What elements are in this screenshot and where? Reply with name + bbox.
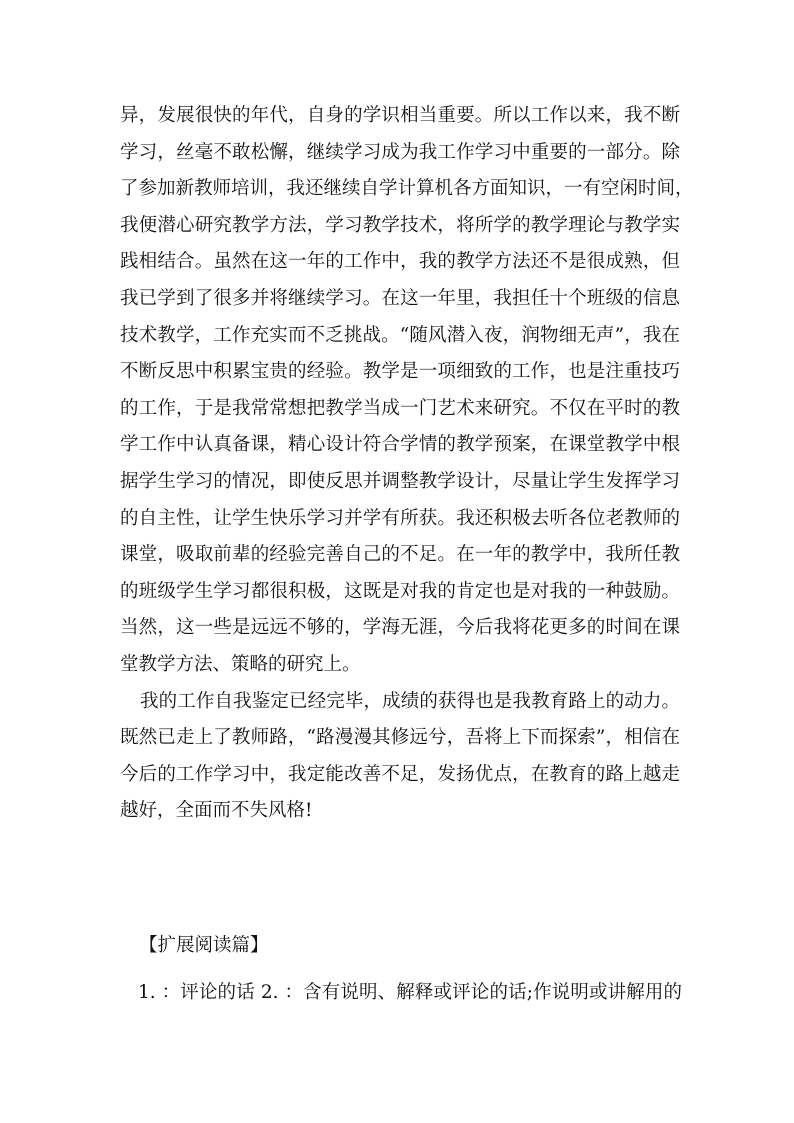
paragraph-1-line: 学习，丝毫不敢松懈，继续学习成为我工作学习中重要的一部分。除: [120, 141, 680, 163]
paragraph-2-line: 我的工作自我鉴定已经完毕，成绩的获得也是我教育路上的动力。: [140, 690, 680, 712]
paragraph-1-line: 学工作中认真备课，精心设计符合学情的教学预案，在课堂教学中根: [120, 434, 680, 456]
paragraph-1-line: 技术教学，工作充实而不乏挑战。“随风潜入夜，润物细无声”，我在: [120, 324, 680, 346]
paragraph-2-line: 今后的工作学习中，我定能改善不足，发扬优点，在教育的路上越走: [120, 763, 680, 785]
paragraph-2-line: 既然已走上了教师路，“路漫漫其修远兮，吾将上下而探索”，相信在: [120, 727, 680, 749]
paragraph-1-line: 我便潜心研究教学方法，学习教学技术，将所学的教学理论与教学实: [120, 214, 680, 236]
paragraph-1-line: 堂教学方法、策略的研究上。: [120, 653, 361, 675]
extended-reading-heading: 【扩展阅读篇】: [139, 935, 269, 956]
paragraph-1-line: 据学生学习的情况，即使反思并调整教学设计，尽量让学生发挥学习: [120, 470, 680, 492]
definition-list-line: 1. ：评论的话 2. ：含有说明、解释或评论的话;作说明或讲解用的: [138, 982, 682, 1003]
paragraph-1-line: 了参加新教师培训，我还继续自学计算机各方面知识，一有空闲时间，: [120, 178, 694, 200]
paragraph-1-line: 的自主性，让学生快乐学习并学有所获。我还积极去听各位老教师的: [120, 507, 680, 529]
paragraph-1-line: 异，发展很快的年代，自身的学识相当重要。所以工作以来，我不断: [120, 105, 680, 126]
paragraph-1-line: 课堂，吸取前辈的经验完善自己的不足。在一年的教学中，我所任教: [120, 544, 680, 566]
paragraph-1-line: 当然，这一些是远远不够的，学海无涯，今后我将花更多的时间在课: [120, 617, 680, 639]
paragraph-1-line: 不断反思中积累宝贵的经验。教学是一项细致的工作，也是注重技巧: [120, 361, 680, 383]
body-text: [120, 98, 694, 830]
paragraph-1-line: 的工作，于是我常常想把教学当成一门艺术来研究。不仅在平时的教: [120, 397, 680, 419]
paragraph-1-line: 践相结合。虽然在这一年的工作中，我的教学方法还不是很成熟，但: [120, 251, 680, 273]
paragraph-1-line: 我已学到了很多并将继续学习。在这一年里，我担任十个班级的信息: [120, 287, 680, 309]
paragraph-1-line: 的班级学生学习都很积极，这既是对我的肯定也是对我的一种鼓励。: [120, 580, 680, 602]
paragraph-2-line: 越好，全面而不失风格!: [120, 800, 313, 822]
